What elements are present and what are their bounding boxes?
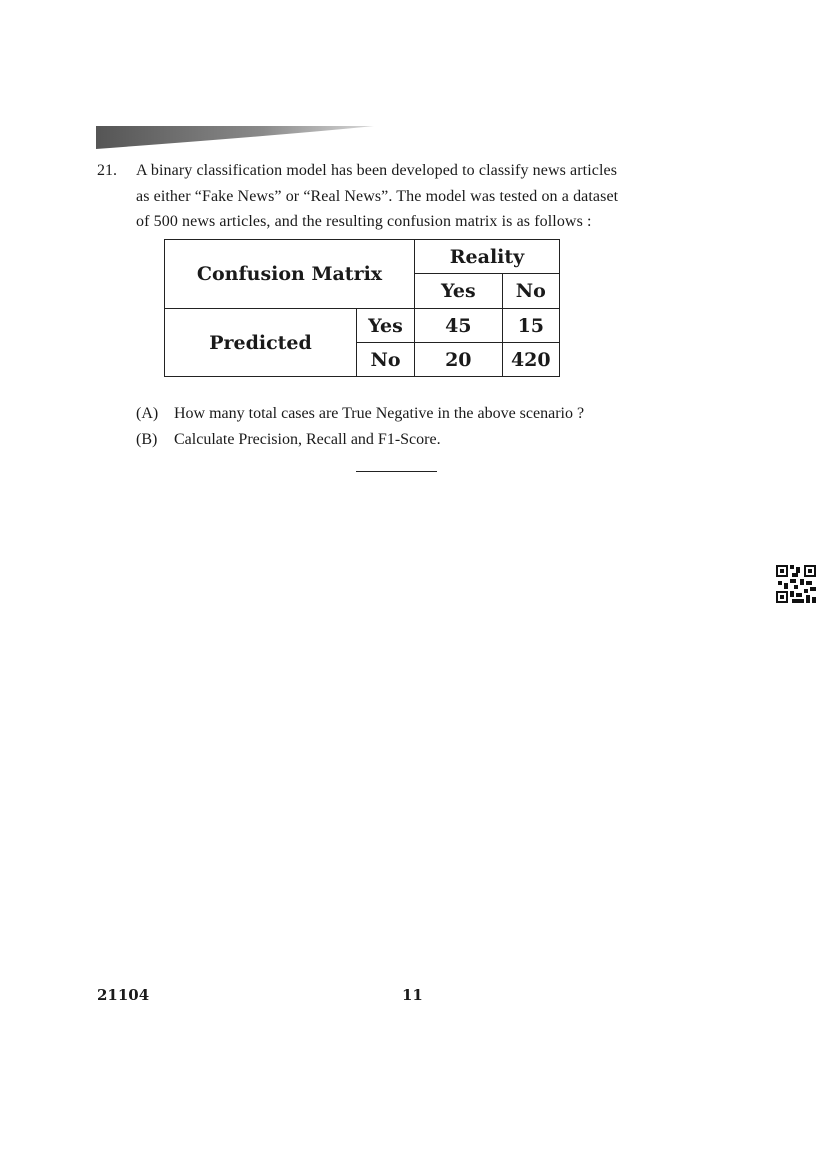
subpart-b bbox=[136, 431, 441, 449]
subpart-a-label: (A) bbox=[136, 405, 159, 422]
confusion-matrix-table bbox=[164, 239, 560, 377]
question-number: 21. bbox=[97, 162, 117, 179]
question-text-line-1: A binary classification model has been developed to classify news articles bbox=[136, 162, 618, 179]
end-rule bbox=[356, 471, 437, 472]
cell-true-positive: 45 bbox=[415, 309, 503, 343]
paper-code: 21104 bbox=[97, 986, 150, 1004]
question-text-line-3: of 500 news articles, and the resulting confusion matrix is as follows : bbox=[136, 213, 592, 230]
subpart-a-text: How many total cases are True Negative in the above scenario ? bbox=[174, 405, 585, 422]
header-banner bbox=[96, 124, 376, 150]
table-title-cell: Confusion Matrix bbox=[165, 240, 415, 309]
cell-false-negative: 20 bbox=[415, 343, 503, 377]
column-header-no: No bbox=[502, 274, 559, 309]
subpart-a bbox=[136, 405, 584, 423]
question-text-line-2: as either “Fake News” or “Real News”. The model was tested on a dataset bbox=[136, 188, 619, 205]
column-header-yes: Yes bbox=[415, 274, 503, 309]
page-number: 11 bbox=[402, 986, 423, 1004]
qr-code-icon bbox=[776, 565, 816, 603]
reality-header: Reality bbox=[415, 240, 560, 274]
cell-false-positive: 15 bbox=[502, 309, 559, 343]
predicted-header: Predicted bbox=[165, 309, 357, 377]
subpart-b-label: (B) bbox=[136, 431, 158, 448]
subpart-b-text: Calculate Precision, Recall and F1-Score. bbox=[174, 431, 441, 448]
row-header-no: No bbox=[357, 343, 415, 377]
cell-true-negative: 420 bbox=[502, 343, 559, 377]
row-header-yes: Yes bbox=[357, 309, 415, 343]
